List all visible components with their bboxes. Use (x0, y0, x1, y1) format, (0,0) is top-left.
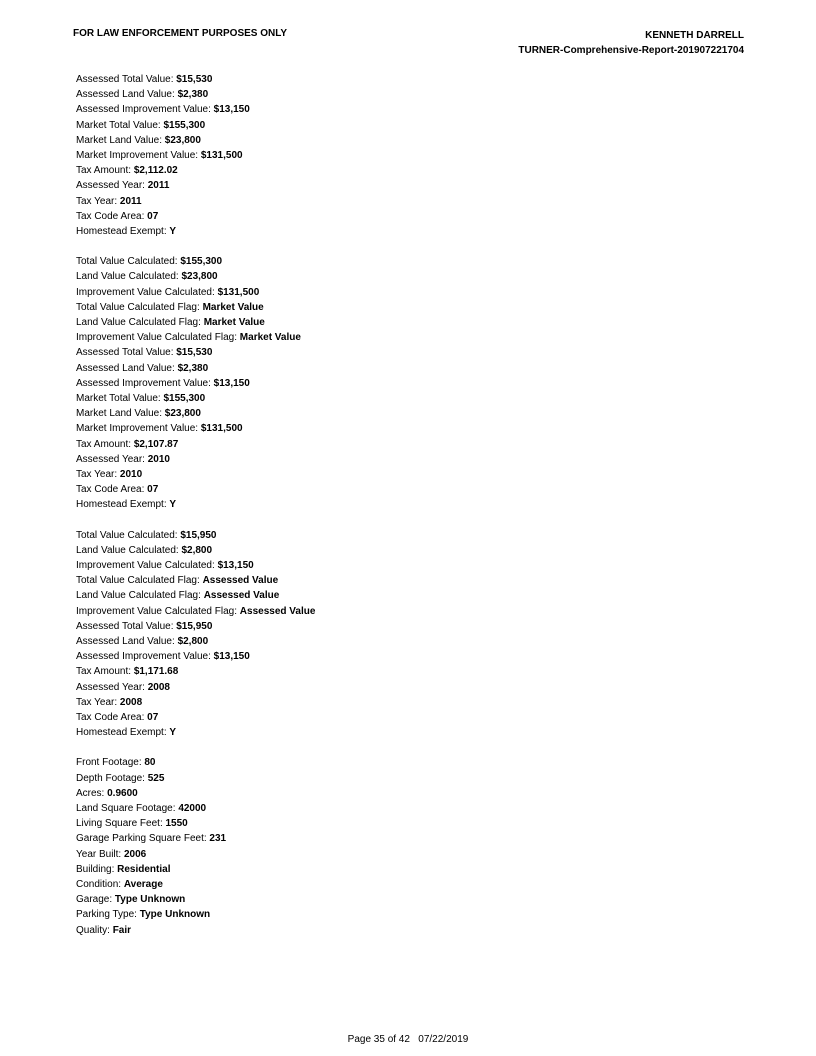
field-value: 231 (209, 833, 227, 845)
field-value: 07 (147, 711, 159, 723)
field-label: Improvement Value Calculated: (76, 286, 218, 298)
field-value: $23,800 (164, 408, 201, 420)
section-spacer (76, 740, 315, 755)
field-row (76, 497, 315, 512)
field-row (76, 831, 315, 846)
field-row (76, 482, 315, 497)
field-label: Tax Amount: (76, 165, 134, 177)
field-value: $23,800 (164, 134, 201, 146)
field-row (76, 558, 315, 573)
field-label: Homestead Exempt: (76, 499, 170, 511)
field-row (76, 437, 315, 452)
field-label: Tax Year: (76, 195, 120, 207)
field-value: 80 (144, 757, 156, 769)
field-label: Homestead Exempt: (76, 225, 170, 237)
field-row (76, 209, 315, 224)
field-value: Y (169, 499, 177, 511)
field-value: 07 (147, 484, 159, 496)
field-label: Total Value Calculated Flag: (76, 301, 203, 313)
field-row (76, 695, 315, 710)
field-value: $15,950 (176, 620, 213, 632)
field-label: Homestead Exempt: (76, 727, 170, 739)
field-row (76, 163, 315, 178)
field-row (76, 543, 315, 558)
field-label: Parking Type: (76, 909, 140, 921)
field-row (76, 224, 315, 239)
field-label: Acres: (76, 787, 108, 799)
field-row (76, 391, 315, 406)
field-label: Garage: (76, 894, 115, 906)
field-label: Land Value Calculated Flag: (76, 590, 204, 602)
field-label: Assessed Land Value: (76, 89, 178, 101)
field-label: Tax Amount: (76, 438, 134, 450)
field-row (76, 710, 315, 725)
header-disclaimer: FOR LAW ENFORCEMENT PURPOSES ONLY (73, 28, 288, 39)
field-label: Land Square Footage: (76, 803, 179, 814)
field-label: Tax Code Area: (76, 210, 148, 222)
field-row (76, 771, 315, 786)
field-label: Assessed Year: (76, 453, 148, 465)
field-value: Type Unknown (139, 909, 211, 921)
field-row (76, 345, 315, 360)
field-label: Improvement Value Calculated Flag: (76, 605, 240, 617)
field-row (76, 178, 315, 193)
field-label: Market Land Value: (76, 134, 165, 146)
field-label: Assessed Land Value: (76, 635, 178, 647)
field-value: $155,300 (180, 256, 223, 268)
field-row (76, 755, 315, 770)
field-value: 2006 (124, 848, 147, 860)
field-label: Year Built: (76, 848, 124, 860)
field-value: Assessed Value (203, 590, 280, 602)
field-label: Tax Amount: (76, 666, 134, 678)
field-value: 525 (147, 772, 165, 784)
field-row (76, 361, 315, 376)
page-number: Page 35 of 42 (347, 1034, 410, 1045)
field-value: 0.9600 (107, 787, 138, 799)
field-row (76, 87, 315, 102)
field-row (76, 847, 315, 862)
field-label: Improvement Value Calculated Flag: (76, 332, 240, 344)
field-row (76, 376, 315, 391)
field-label: Assessed Total Value: (76, 74, 177, 85)
field-value: $155,300 (163, 119, 206, 131)
field-label: Building: (76, 863, 118, 875)
field-row (76, 467, 315, 482)
field-row (76, 118, 315, 133)
field-value: $13,150 (217, 560, 254, 571)
field-row (76, 816, 315, 831)
field-row (76, 330, 315, 345)
field-value: Assessed Value (202, 575, 279, 587)
field-label: Front Footage: (76, 757, 145, 769)
page-footer (0, 1034, 816, 1045)
field-label: Assessed Improvement Value: (76, 377, 214, 389)
field-label: Market Land Value: (76, 408, 165, 420)
field-value: 2010 (147, 453, 170, 465)
field-row (76, 877, 315, 892)
field-value: 42000 (178, 803, 207, 814)
field-value: Market Value (239, 332, 301, 344)
field-value: 2011 (147, 180, 170, 192)
field-value: $2,800 (177, 635, 209, 647)
field-label: Tax Code Area: (76, 711, 148, 723)
field-value: $13,150 (213, 104, 250, 116)
field-row (76, 285, 315, 300)
field-label: Assessed Year: (76, 180, 148, 192)
field-label: Assessed Land Value: (76, 362, 178, 374)
field-row (76, 619, 315, 634)
report-date: 07/22/2019 (418, 1034, 469, 1045)
field-label: Assessed Improvement Value: (76, 651, 214, 663)
field-row (76, 649, 315, 664)
field-row (76, 528, 315, 543)
field-row (76, 923, 315, 938)
field-value: $155,300 (163, 392, 206, 404)
field-row (76, 573, 315, 588)
field-label: Assessed Improvement Value: (76, 104, 214, 116)
field-label: Garage Parking Square Feet: (76, 833, 210, 845)
field-value: Type Unknown (114, 894, 186, 906)
field-value: Fair (112, 924, 132, 936)
field-label: Assessed Total Value: (76, 620, 177, 632)
field-row (76, 588, 315, 603)
section-spacer (76, 239, 315, 254)
field-row (76, 664, 315, 679)
field-value: $131,500 (200, 423, 243, 435)
field-row (76, 406, 315, 421)
field-row (76, 786, 315, 801)
field-value: $15,530 (176, 74, 213, 85)
field-label: Land Value Calculated: (76, 544, 182, 556)
field-label: Depth Footage: (76, 772, 148, 784)
field-value: $131,500 (217, 286, 260, 298)
field-row (76, 254, 315, 269)
field-label: Total Value Calculated: (76, 529, 181, 541)
field-value: Assessed Value (239, 605, 316, 617)
subject-name: KENNETH DARRELL (645, 30, 744, 41)
field-row (76, 604, 315, 619)
field-value: Y (169, 727, 177, 739)
field-value: 2010 (119, 468, 143, 480)
field-row (76, 102, 315, 117)
field-row (76, 421, 315, 436)
report-title (518, 28, 744, 58)
field-label: Tax Year: (76, 696, 120, 708)
field-value: Market Value (202, 301, 264, 313)
field-label: Living Square Feet: (76, 818, 166, 830)
field-label: Land Value Calculated: (76, 271, 182, 283)
field-value: 07 (147, 210, 159, 222)
field-value: $15,950 (180, 529, 217, 541)
field-row (76, 801, 315, 816)
report-id: TURNER-Comprehensive-Report-201907221704 (518, 45, 744, 56)
section-spacer (76, 512, 315, 527)
field-label: Tax Year: (76, 468, 120, 480)
field-row (76, 892, 315, 907)
field-value: 2008 (119, 696, 143, 708)
field-row (76, 907, 315, 922)
field-value: $2,112.02 (133, 165, 178, 177)
field-row (76, 680, 315, 695)
field-row (76, 300, 315, 315)
field-label: Condition: (76, 878, 124, 890)
field-row (76, 194, 315, 209)
field-label: Tax Code Area: (76, 484, 148, 496)
field-label: Improvement Value Calculated: (76, 560, 218, 571)
field-value: $2,380 (177, 362, 209, 374)
field-row (76, 634, 315, 649)
field-value: Residential (117, 863, 171, 875)
field-value: 2011 (119, 195, 142, 207)
field-label: Total Value Calculated Flag: (76, 575, 203, 587)
field-label: Market Improvement Value: (76, 149, 201, 161)
field-value: $131,500 (200, 149, 243, 161)
field-label: Market Total Value: (76, 119, 164, 131)
field-label: Market Improvement Value: (76, 423, 201, 435)
field-row (76, 725, 315, 740)
field-value: $13,150 (213, 651, 250, 663)
field-value: $2,800 (181, 544, 213, 556)
field-row (76, 148, 315, 163)
field-value: 2008 (147, 681, 170, 693)
field-value: Average (123, 878, 163, 890)
field-value: $2,380 (177, 89, 209, 101)
field-row (76, 315, 315, 330)
field-row (76, 72, 315, 87)
field-value: $23,800 (181, 271, 218, 283)
field-value: $1,171.68 (133, 666, 179, 678)
field-label: Market Total Value: (76, 392, 164, 404)
field-label: Quality: (76, 924, 113, 936)
field-row (76, 269, 315, 284)
field-row (76, 133, 315, 148)
field-label: Total Value Calculated: (76, 256, 181, 268)
field-value: $15,530 (176, 347, 213, 359)
field-label: Land Value Calculated Flag: (76, 317, 204, 328)
field-value: Market Value (203, 317, 265, 328)
field-row (76, 452, 315, 467)
field-value: $2,107.87 (133, 438, 179, 450)
field-row (76, 862, 315, 877)
field-label: Assessed Total Value: (76, 347, 177, 359)
field-label: Assessed Year: (76, 681, 148, 693)
field-value: Y (169, 225, 177, 237)
property-details (76, 72, 315, 938)
field-value: $13,150 (213, 377, 250, 389)
field-value: 1550 (165, 818, 188, 830)
